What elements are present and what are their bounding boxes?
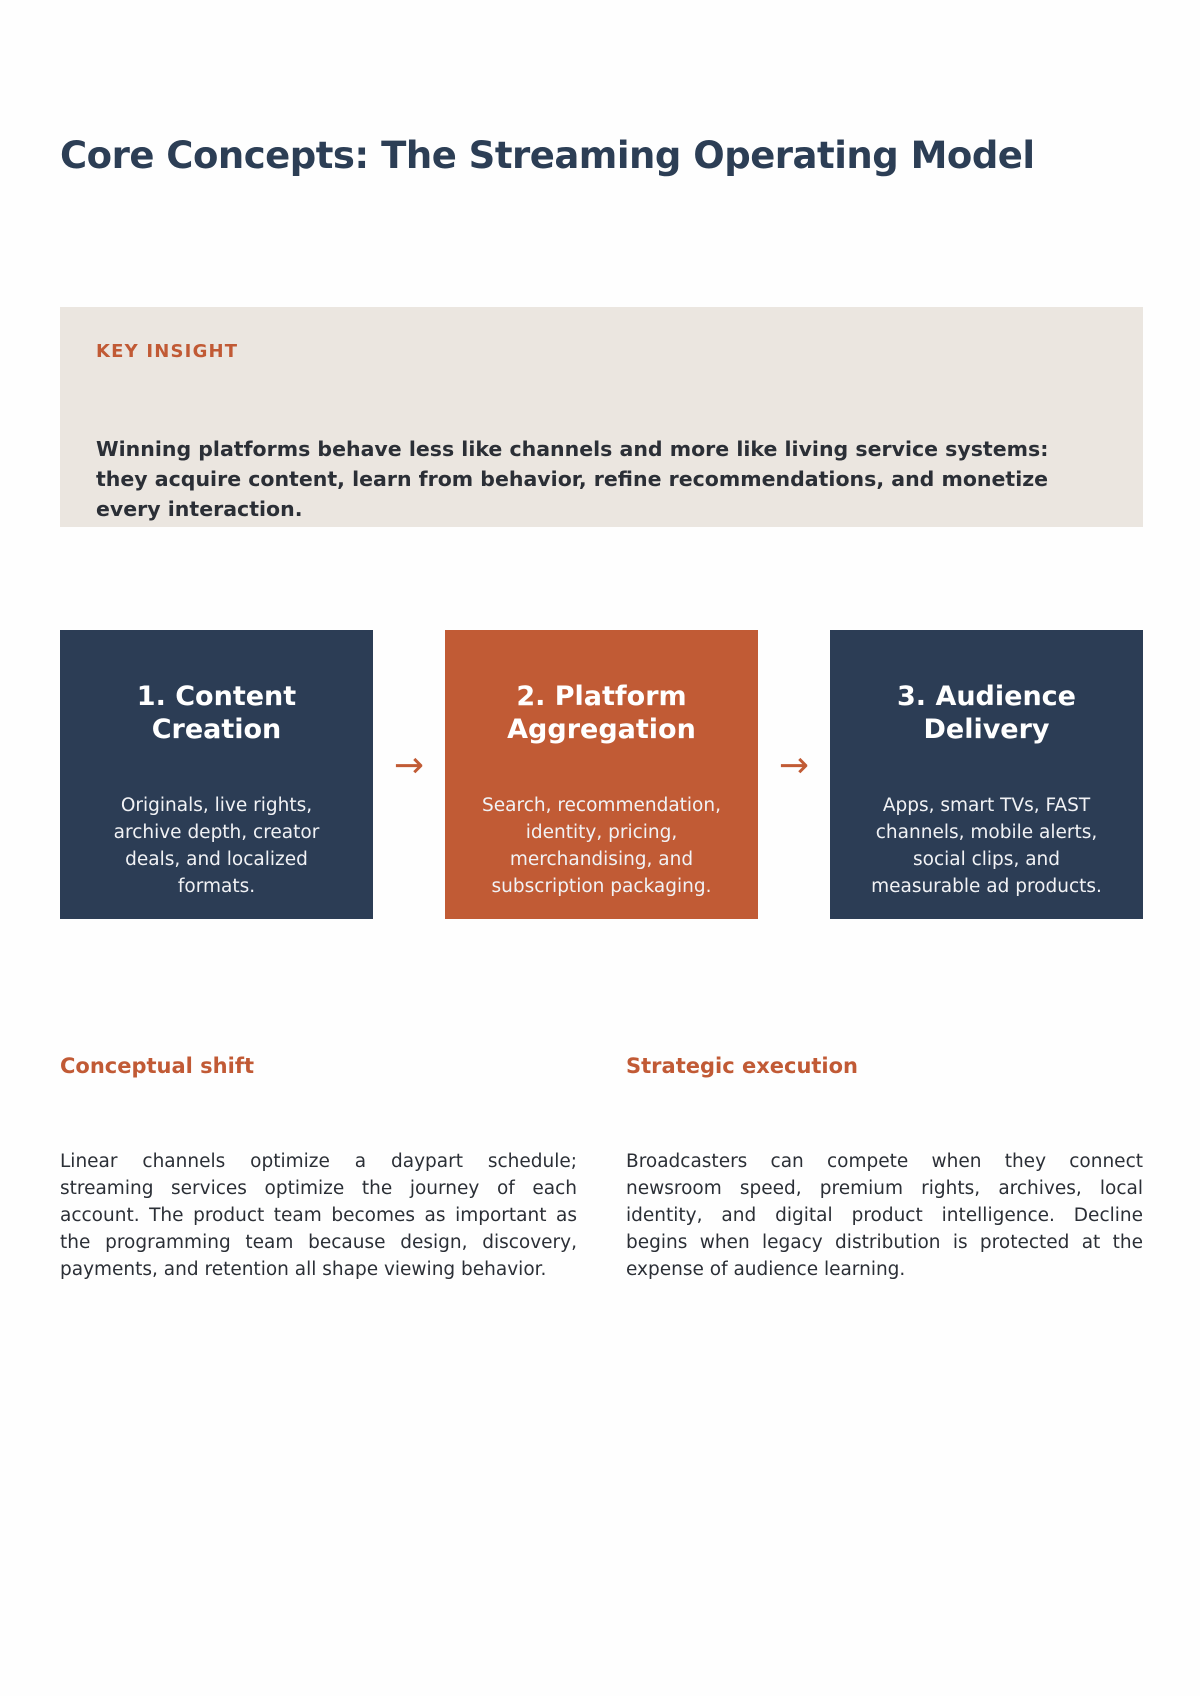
key-insight-label: KEY INSIGHT <box>96 341 239 362</box>
strategic-execution-heading: Strategic execution <box>626 1054 859 1078</box>
strategic-execution-text: Broadcasters can compete when they connect newsroom speed, premium rights, archives, local identity, and digital product intelligence. Decline begins when legacy distribution is protected at the expense of audience learning. <box>626 1151 1143 1280</box>
arrow-right-icon: → <box>393 745 425 786</box>
step-description: Originals, live rights, archive depth, creator deals, and localized formats. <box>113 795 320 897</box>
step-title: 2. Platform Aggregation <box>507 681 696 745</box>
conceptual-shift-heading: Conceptual shift <box>60 1054 255 1078</box>
step-description: Search, recommendation, identity, pricing, merchandising, and subscription packaging. <box>482 795 721 897</box>
page-title: Core Concepts: The Streaming Operating Model <box>60 134 1035 177</box>
step-audience-delivery <box>830 630 1143 919</box>
step-title: 3. Audience Delivery <box>897 681 1076 745</box>
step-content-creation <box>60 630 373 919</box>
step-platform-aggregation <box>445 630 758 919</box>
key-insight-callout <box>60 307 1143 527</box>
step-description: Apps, smart TVs, FAST channels, mobile alerts, social clips, and measurable ad products. <box>871 795 1102 897</box>
step-title: 1. Content Creation <box>136 681 297 745</box>
conceptual-shift-text: Linear channels optimize a daypart schedule; streaming services optimize the journey of each account. The product team becomes as important as the programming team because design, discovery, payments, and retention all shape viewing behavior. <box>60 1151 577 1280</box>
key-insight-text: Winning platforms behave less like channels and more like living service systems: they acquire content, learn from behavior, refine recommendations, and monetize every interaction. <box>96 437 1049 521</box>
operating-model-flow <box>60 630 1143 919</box>
arrow-right-icon: → <box>778 745 810 786</box>
